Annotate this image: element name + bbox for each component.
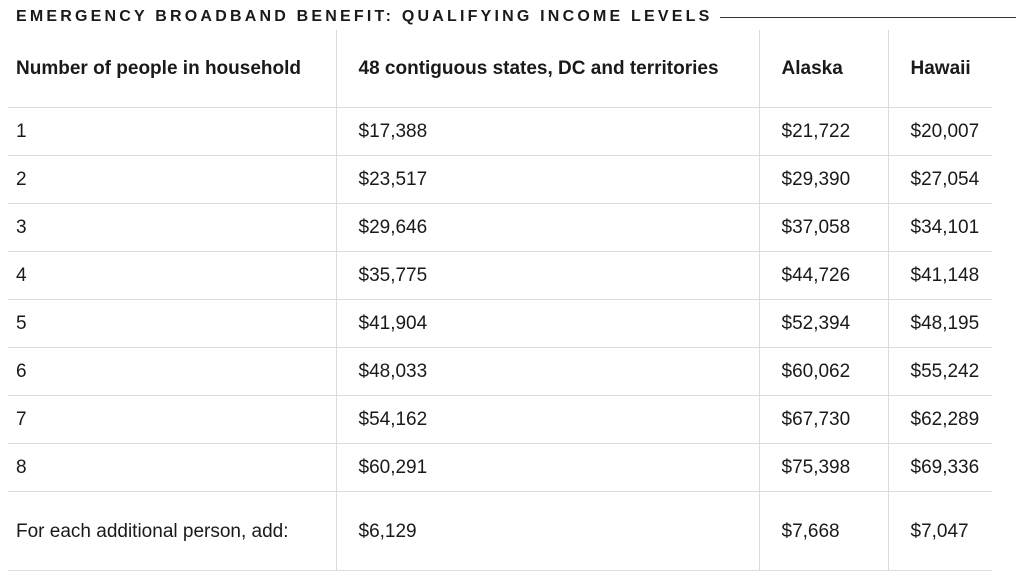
alaska-income: $67,730 (759, 396, 888, 444)
household-size: 3 (8, 204, 336, 252)
header-contiguous: 48 contiguous states, DC and territories (336, 30, 759, 108)
hawaii-income: $7,047 (888, 492, 992, 571)
alaska-income: $21,722 (759, 108, 888, 156)
alaska-income: $75,398 (759, 444, 888, 492)
alaska-income: $60,062 (759, 348, 888, 396)
table-row (8, 444, 992, 492)
household-size: 8 (8, 444, 336, 492)
income-table (8, 30, 992, 571)
contiguous-income: $48,033 (336, 348, 759, 396)
header-household: Number of people in household (8, 30, 336, 108)
contiguous-income: $54,162 (336, 396, 759, 444)
header-row (8, 30, 992, 108)
hawaii-income: $55,242 (888, 348, 992, 396)
hawaii-income: $34,101 (888, 204, 992, 252)
table-row (8, 108, 992, 156)
household-size: 4 (8, 252, 336, 300)
table-title-row (16, 6, 1016, 28)
table-row (8, 204, 992, 252)
hawaii-income: $20,007 (888, 108, 992, 156)
contiguous-income: $60,291 (336, 444, 759, 492)
alaska-income: $52,394 (759, 300, 888, 348)
contiguous-income: $6,129 (336, 492, 759, 571)
additional-person-label: For each additional person, add: (8, 492, 336, 571)
alaska-income: $29,390 (759, 156, 888, 204)
table-row (8, 156, 992, 204)
household-size: 7 (8, 396, 336, 444)
title-rule (720, 17, 1016, 18)
table-row (8, 252, 992, 300)
hawaii-income: $27,054 (888, 156, 992, 204)
table-row (8, 396, 992, 444)
contiguous-income: $29,646 (336, 204, 759, 252)
household-size: 6 (8, 348, 336, 396)
alaska-income: $7,668 (759, 492, 888, 571)
contiguous-income: $23,517 (336, 156, 759, 204)
header-hawaii: Hawaii (888, 30, 992, 108)
contiguous-income: $41,904 (336, 300, 759, 348)
household-size: 2 (8, 156, 336, 204)
table-title: EMERGENCY BROADBAND BENEFIT: QUALIFYING INCOME LEVELS (16, 8, 713, 25)
header-alaska: Alaska (759, 30, 888, 108)
alaska-income: $44,726 (759, 252, 888, 300)
hawaii-income: $48,195 (888, 300, 992, 348)
table-row (8, 348, 992, 396)
table-row (8, 300, 992, 348)
hawaii-income: $69,336 (888, 444, 992, 492)
household-size: 1 (8, 108, 336, 156)
hawaii-income: $62,289 (888, 396, 992, 444)
alaska-income: $37,058 (759, 204, 888, 252)
table-row (8, 492, 992, 571)
household-size: 5 (8, 300, 336, 348)
contiguous-income: $17,388 (336, 108, 759, 156)
hawaii-income: $41,148 (888, 252, 992, 300)
contiguous-income: $35,775 (336, 252, 759, 300)
